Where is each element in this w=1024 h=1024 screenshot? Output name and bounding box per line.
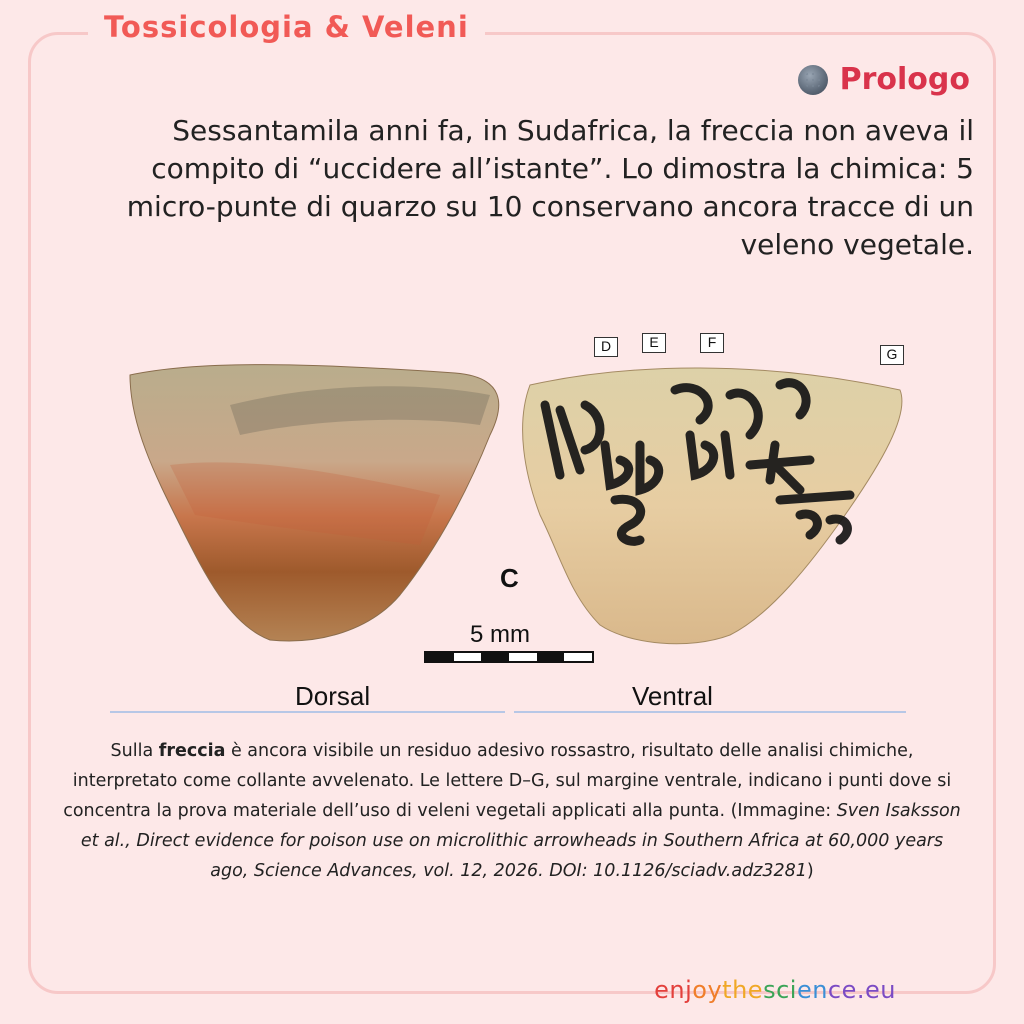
brand-part: en bbox=[796, 976, 828, 1004]
callout-g: G bbox=[880, 345, 904, 365]
brand-part: sci bbox=[763, 976, 797, 1004]
dorsal-underline bbox=[110, 711, 505, 713]
intro-paragraph: Sessantamila anni fa, in Sudafrica, la freccia non aveva il compito di “uccidere all’istante”. Lo dimostra la chimica: 5 micro-punte di quarzo su 10 conservano ancora tracce di un veleno vegetale. bbox=[126, 114, 974, 261]
brand-part: oy bbox=[692, 976, 723, 1004]
brand-part: enj bbox=[654, 976, 693, 1004]
dorsal-label: Dorsal bbox=[295, 681, 371, 711]
callout-f: F bbox=[700, 333, 724, 353]
callout-d: D bbox=[594, 337, 618, 357]
caption-text-3: ) bbox=[806, 861, 814, 881]
panel-letter: C bbox=[500, 563, 519, 593]
scale-label: 5 mm bbox=[470, 621, 530, 648]
scale-bar bbox=[424, 651, 594, 663]
header-title: Tossicologia & Veleni bbox=[88, 10, 485, 44]
bacteria-icon bbox=[798, 65, 828, 95]
caption-citation: Sven Isaksson et al., Direct evidence for poison use on microlithic arrowheads in Southern Africa at 60,000 years ago, Science Advances, vol. 12, 2026. DOI: 10.1126/sciadv.adz3281 bbox=[80, 801, 961, 881]
callout-e: E bbox=[642, 333, 666, 353]
ventral-label: Ventral bbox=[632, 681, 713, 711]
ventral-underline bbox=[514, 711, 906, 713]
brand-part: ce.eu bbox=[827, 976, 896, 1004]
section-heading bbox=[798, 62, 970, 97]
figure-caption bbox=[60, 736, 964, 886]
brand-logo bbox=[654, 976, 896, 1004]
arrowhead-figure bbox=[110, 325, 910, 715]
caption-keyword: freccia bbox=[158, 741, 226, 761]
brand-part: the bbox=[722, 976, 764, 1004]
caption-text-1: Sulla bbox=[110, 741, 159, 761]
section-label: Prologo bbox=[839, 62, 970, 97]
caption-text-2: è ancora visibile un residuo adesivo rossastro, risultato delle analisi chimiche, interpretato come collante avvelenato. Le lettere D–G, sul margine ventrale, indicano i punti dove si concentra la prova materiale dell’uso di veleni vegetali applicati alla punta. (Immagine: bbox=[63, 741, 952, 821]
